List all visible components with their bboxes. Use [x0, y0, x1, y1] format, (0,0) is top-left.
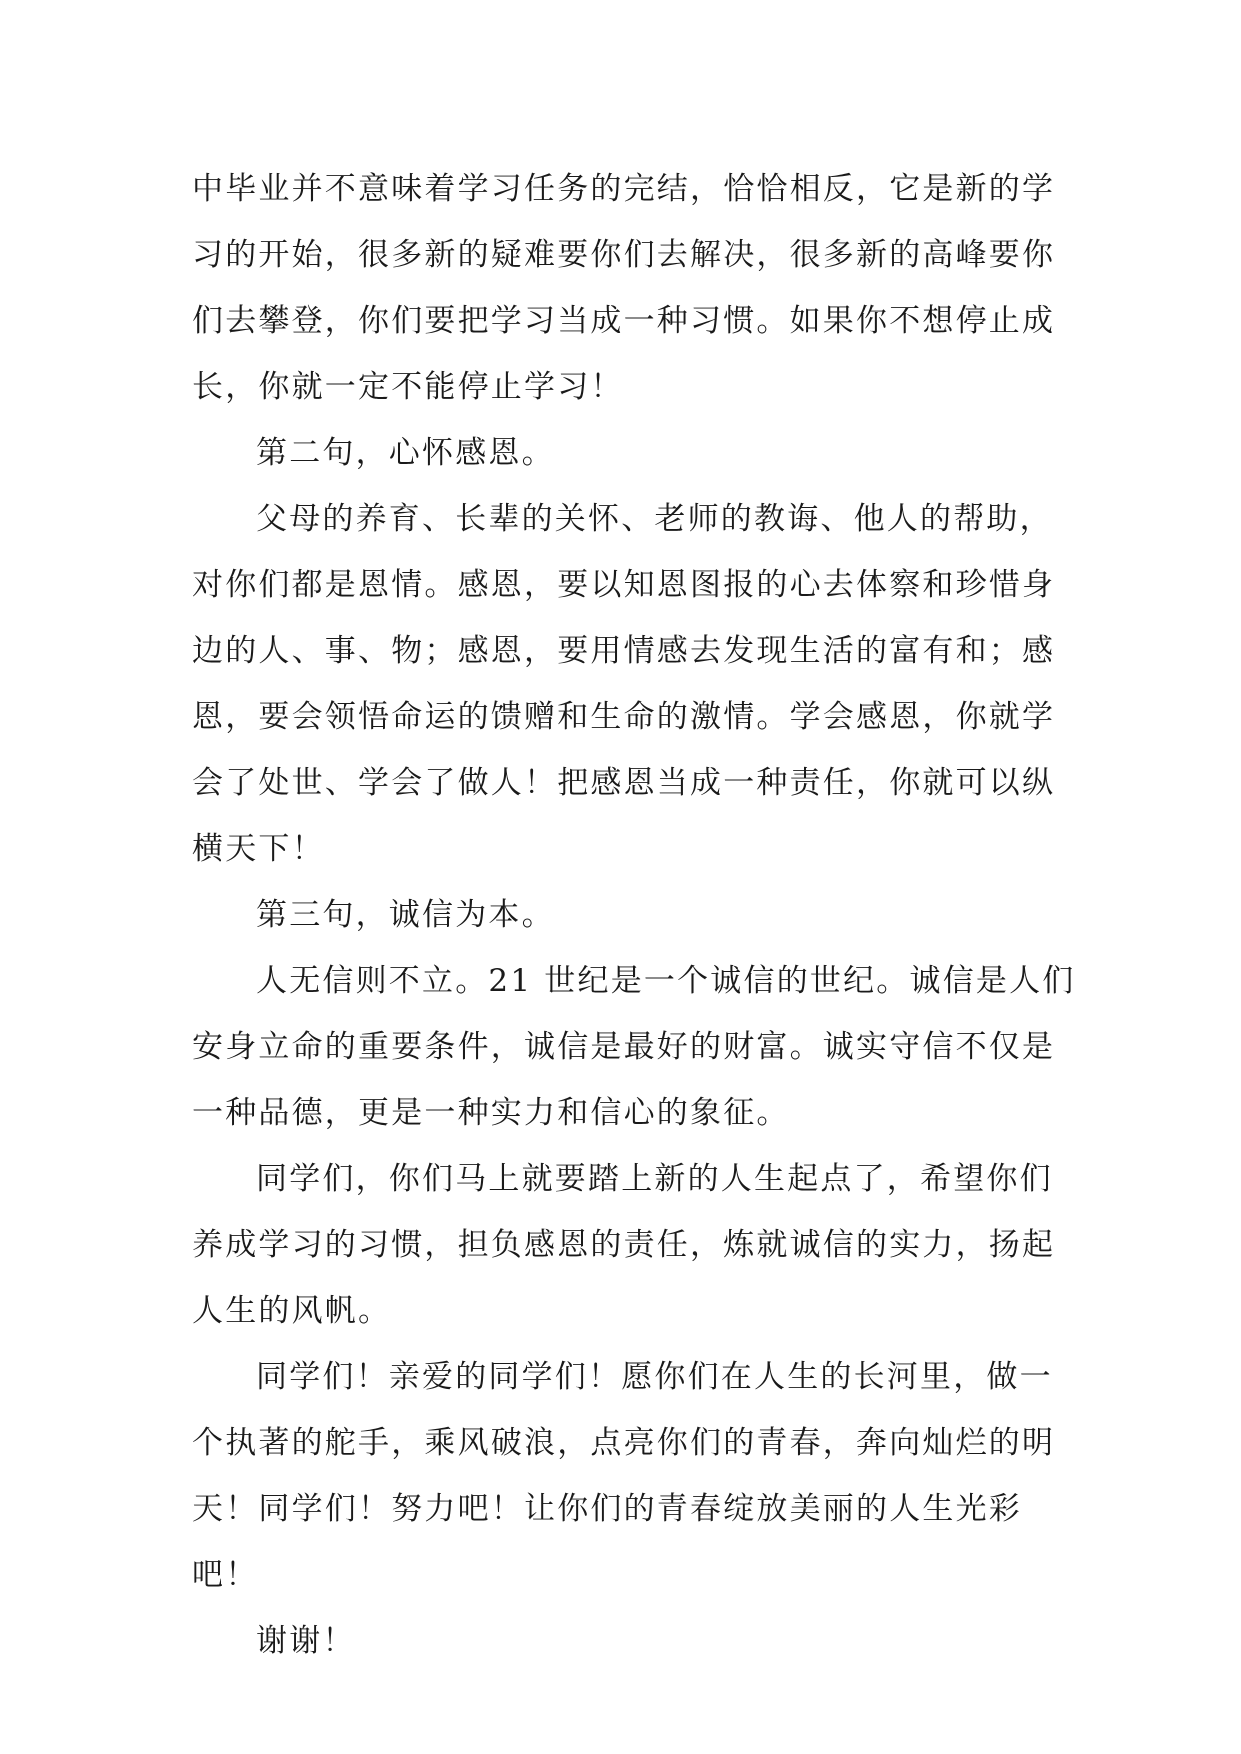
text-line: 谢谢！: [256, 1623, 356, 1659]
text-line: 第三句，诚信为本。: [256, 897, 555, 933]
text-line: 一种品德，更是一种实力和信心的象征。: [192, 1095, 790, 1131]
text-line: 长，你就一定不能停止学习！: [192, 369, 624, 405]
text-line: 人无信则不立。21 世纪是一个诚信的世纪。诚信是人们: [256, 963, 1076, 999]
text-line: 人生的风帆。: [192, 1293, 392, 1329]
text-line: 对你们都是恩情。感恩，要以知恩图报的心去体察和珍惜身: [192, 567, 1056, 603]
text-line: 横天下！: [192, 831, 325, 867]
text-line: 会了处世、学会了做人！把感恩当成一种责任，你就可以纵: [192, 765, 1056, 801]
text-line: 养成学习的习惯，担负感恩的责任，炼就诚信的实力，扬起: [192, 1227, 1056, 1263]
speech-body: [192, 156, 1076, 1674]
text-line: 同学们！亲爱的同学们！愿你们在人生的长河里，做一: [256, 1359, 1053, 1395]
text-line: 边的人、事、物；感恩，要用情感去发现生活的富有和；感: [192, 633, 1056, 669]
text-line: 恩，要会领悟命运的馈赠和生命的激情。学会感恩，你就学: [192, 699, 1056, 735]
text-line: 安身立命的重要条件，诚信是最好的财富。诚实守信不仅是: [192, 1029, 1056, 1065]
text-line: 个执著的舵手，乘风破浪，点亮你们的青春，奔向灿烂的明: [192, 1425, 1056, 1461]
text-line: 天！同学们！努力吧！让你们的青春绽放美丽的人生光彩: [192, 1491, 1022, 1527]
text-line: 习的开始，很多新的疑难要你们去解决，很多新的高峰要你: [192, 237, 1056, 273]
text-line: 吧！: [192, 1557, 259, 1593]
text-line: 父母的养育、长辈的关怀、老师的教诲、他人的帮助，: [256, 501, 1053, 537]
text-line: 第二句，心怀感恩。: [256, 435, 555, 471]
text-line: 们去攀登，你们要把学习当成一种习惯。如果你不想停止成: [192, 303, 1056, 339]
text-line: 中毕业并不意味着学习任务的完结，恰恰相反，它是新的学: [192, 171, 1056, 207]
text-line: 同学们，你们马上就要踏上新的人生起点了，希望你们: [256, 1161, 1053, 1197]
